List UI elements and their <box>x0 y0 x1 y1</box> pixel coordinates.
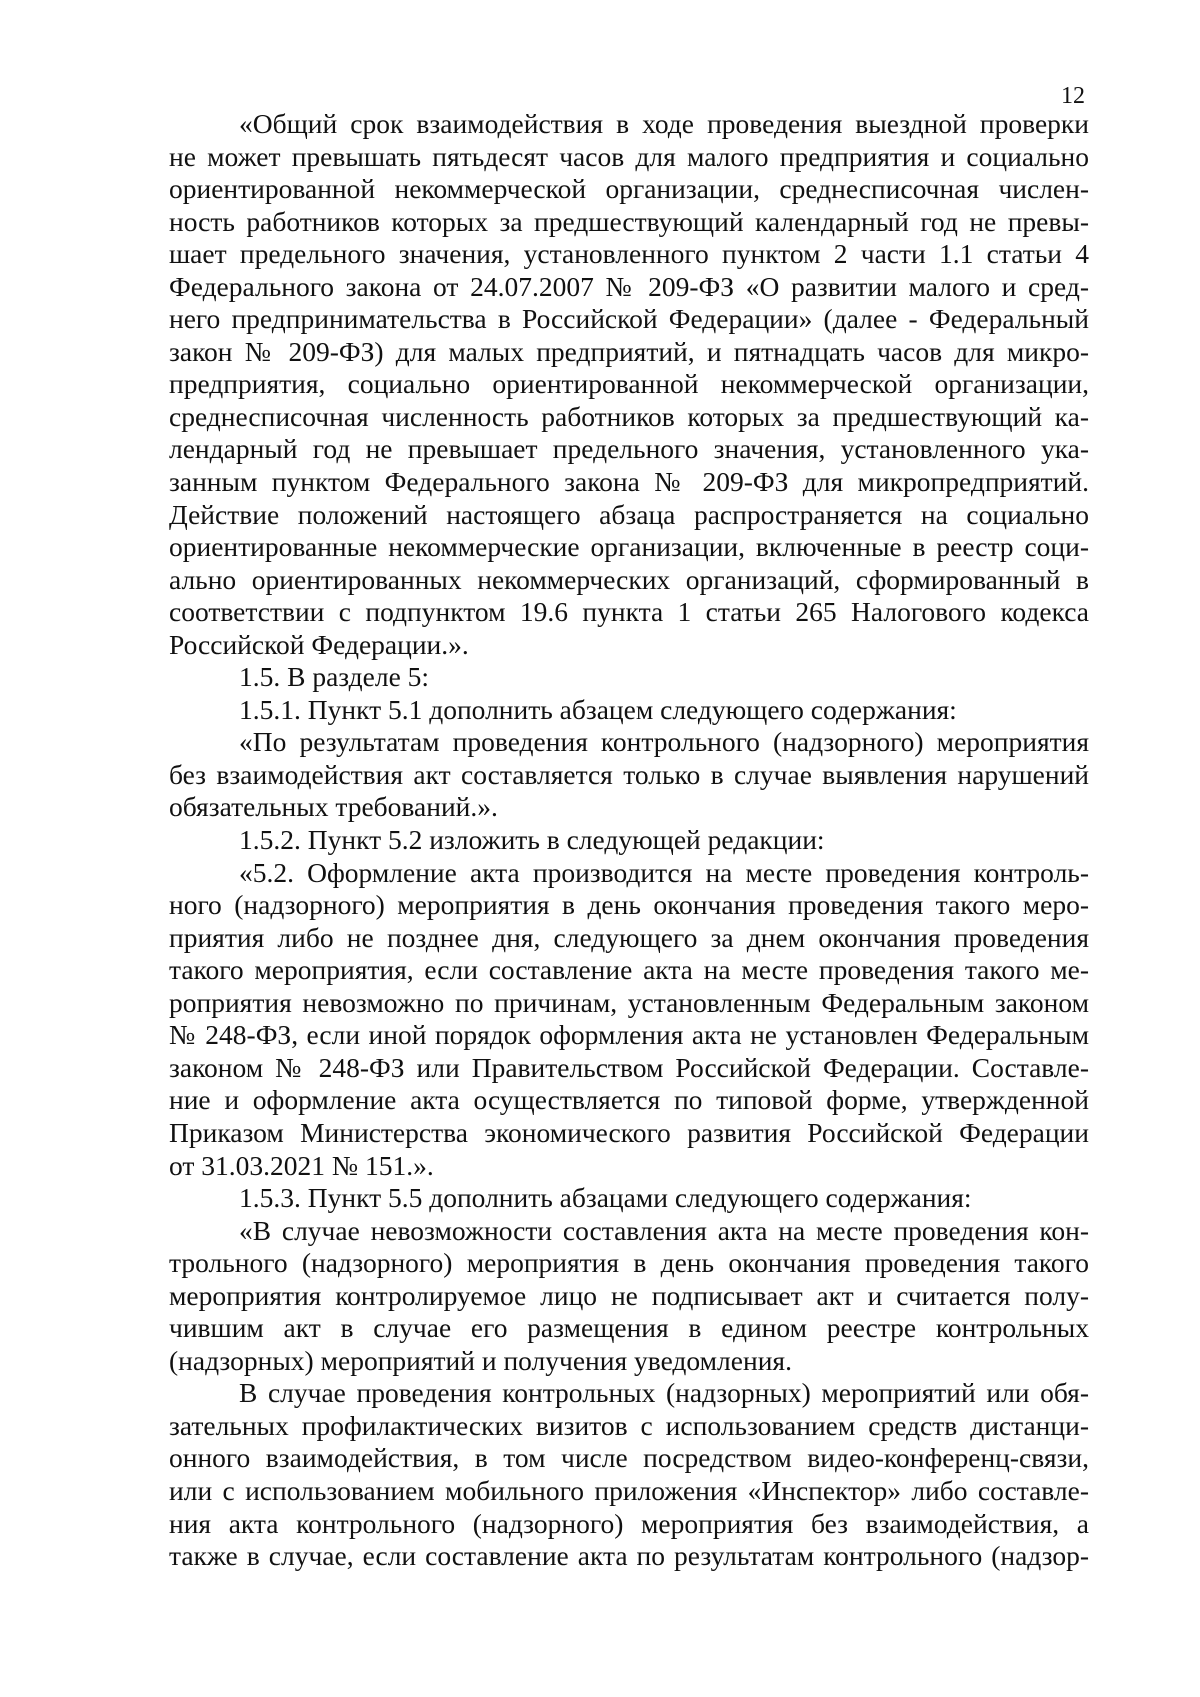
text-line: мероприятия контролируемое лицо не подписывает акт и считается полу- <box>169 1279 1089 1311</box>
text-line: ного (надзорного) мероприятия в день окончания проведения такого меро- <box>169 889 1089 921</box>
text-line: Приказом Министерства экономического развития Российской Федерации <box>169 1116 1089 1148</box>
text-line: онного взаимодействия, в том числе посредством видео-конференц-связи, <box>169 1442 1089 1474</box>
text-line: Федерального закона от 24.07.2007 № 209-ФЗ «О развитии малого и сред- <box>169 270 1089 302</box>
text-line: ориентированные некоммерческие организации, включенные в реестр соци- <box>169 531 1089 563</box>
text-line: роприятия невозможно по причинам, установленным Федеральным законом <box>169 986 1089 1018</box>
text-line: Действие положений настоящего абзаца распространяется на социально <box>169 498 1089 530</box>
text-line: ния акта контрольного (надзорного) мероприятия без взаимодействия, а <box>169 1507 1089 1539</box>
text-line: или с использованием мобильного приложения «Инспектор» либо составле- <box>169 1474 1089 1506</box>
text-line: занным пунктом Федерального закона № 209-ФЗ для микропредприятий. <box>169 466 1089 498</box>
page-number: 12 <box>1061 83 1085 109</box>
text-line: него предпринимательства в Российской Федерации» (далее - Федеральный <box>169 303 1089 335</box>
text-line: от 31.03.2021 № 151.». <box>169 1149 434 1181</box>
text-line: «5.2. Оформление акта производится на месте проведения контроль- <box>239 856 1089 888</box>
text-line: ориентированной некоммерческой организации, среднесписочная числен- <box>169 173 1089 205</box>
text-line: обязательных требований.». <box>169 791 498 823</box>
text-line: трольного (надзорного) мероприятия в день окончания проведения такого <box>169 1247 1089 1279</box>
text-line: 1.5.3. Пункт 5.5 дополнить абзацами следующего содержания: <box>239 1182 972 1214</box>
text-line: соответствии с подпунктом 19.6 пункта 1 статьи 265 Налогового кодекса <box>169 596 1089 628</box>
text-line: такого мероприятия, если составление акта на месте проведения такого ме- <box>169 954 1089 986</box>
text-line: ально ориентированных некоммерческих организаций, сформированный в <box>169 563 1089 595</box>
text-line: «По результатам проведения контрольного (надзорного) мероприятия <box>239 726 1089 758</box>
text-line: среднесписочная численность работников которых за предшествующий ка- <box>169 400 1089 432</box>
text-line: Российской Федерации.». <box>169 628 469 660</box>
text-line: ность работников которых за предшествующий календарный год не превы- <box>169 205 1089 237</box>
text-line: 1.5. В разделе 5: <box>239 661 430 693</box>
text-line: (надзорных) мероприятий и получения уведомления. <box>169 1344 792 1376</box>
text-line: приятия либо не позднее дня, следующего за днем окончания проведения <box>169 921 1089 953</box>
text-line: «Общий срок взаимодействия в ходе проведения выездной проверки <box>239 108 1089 139</box>
text-line: не может превышать пятьдесят часов для малого предприятия и социально <box>169 140 1089 172</box>
text-line: зательных профилактических визитов с использованием средств дистанци- <box>169 1409 1089 1441</box>
text-line: 1.5.2. Пункт 5.2 изложить в следующей редакции: <box>239 824 825 856</box>
text-line: шает предельного значения, установленного пунктом 2 части 1.1 статьи 4 <box>169 238 1089 270</box>
document-body <box>169 108 1089 1573</box>
text-line: «В случае невозможности составления акта на месте проведения кон- <box>239 1214 1089 1246</box>
text-line: чившим акт в случае его размещения в едином реестре контрольных <box>169 1312 1089 1344</box>
text-line: ние и оформление акта осуществляется по типовой форме, утвержденной <box>169 1084 1089 1116</box>
text-line: предприятия, социально ориентированной некоммерческой организации, <box>169 368 1089 400</box>
text-line: законом № 248-ФЗ или Правительством Российской Федерации. Составле- <box>169 1051 1089 1083</box>
text-line: 1.5.1. Пункт 5.1 дополнить абзацем следующего содержания: <box>239 693 957 725</box>
text-line: без взаимодействия акт составляется только в случае выявления нарушений <box>169 758 1089 790</box>
text-line: лендарный год не превышает предельного значения, установленного ука- <box>169 433 1089 465</box>
text-line: В случае проведения контрольных (надзорных) мероприятий или обя- <box>239 1377 1089 1409</box>
text-line: № 248-ФЗ, если иной порядок оформления акта не установлен Федеральным <box>169 1019 1089 1051</box>
text-line: также в случае, если составление акта по результатам контрольного (надзор- <box>169 1540 1089 1572</box>
text-line: закон № 209-ФЗ) для малых предприятий, и пятнадцать часов для микро- <box>169 335 1089 367</box>
